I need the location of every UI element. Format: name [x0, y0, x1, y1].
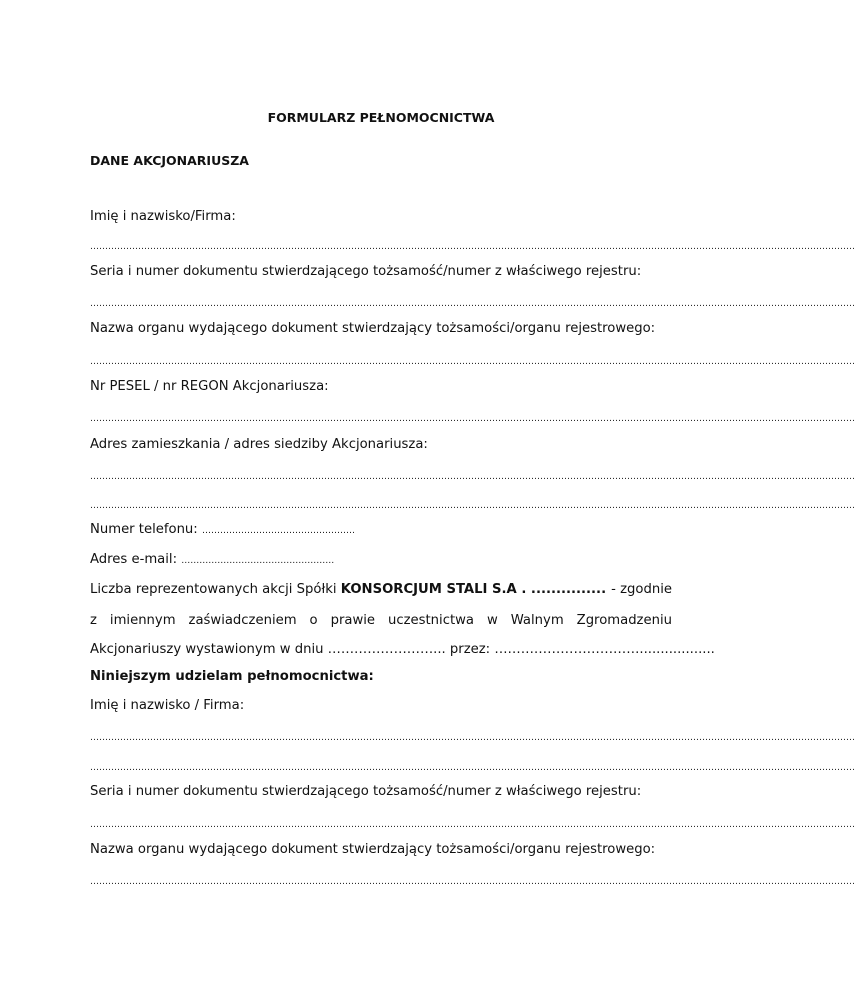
certificate-word: Walnym [510, 613, 564, 628]
field-label-pesel: Nr PESEL / nr REGON Akcjonariusza: [90, 379, 329, 394]
certificate-word: z [90, 613, 97, 628]
certificate-word: Zgromadzeniu [576, 613, 672, 628]
shares-text-start: Liczba reprezentowanych akcji Spółki KONSORCJUM STALI S.A . ............... [90, 582, 607, 597]
field-label-address: Adres zamieszkania / adres siedziby Akcjonariusza: [90, 437, 428, 452]
email-fill-line[interactable]: …………………………………………… [181, 556, 335, 566]
certificate-word: imiennym [109, 613, 176, 628]
fill-line-name[interactable]: ………………………………………………………………………………………………………………………………………………………………………………………………………………………………… [90, 242, 855, 252]
fill-line-address-1[interactable]: ………………………………………………………………………………………………………………………………………………………………………………………………………………………………… [90, 472, 855, 482]
certificate-row [90, 612, 672, 630]
phone-fill-line[interactable]: …………………………………………… [201, 526, 355, 536]
shares-row [90, 581, 672, 599]
proxy-fill-line-id-document[interactable]: ………………………………………………………………………………………………………………………………………………………………………………………………………………………………… [90, 820, 855, 830]
certificate-word: o [309, 613, 318, 628]
certificate-word: zaświadczeniem [188, 613, 297, 628]
company-name: KONSORCJUM STALI S.A . ............... [340, 582, 607, 597]
fill-line-issuer[interactable]: ………………………………………………………………………………………………………………………………………………………………………………………………………………………………… [90, 357, 855, 367]
certificate-word: w [486, 613, 498, 628]
proxy-field-label-id-document: Seria i numer dokumentu stwierdzającego tożsamość/numer z właściwego rejestru: [90, 784, 642, 799]
fill-line-pesel[interactable]: ………………………………………………………………………………………………………………………………………………………………………………………………………………………………… [90, 414, 855, 424]
proxy-fill-line-issuer[interactable]: ………………………………………………………………………………………………………………………………………………………………………………………………………………………………… [90, 877, 855, 887]
field-label-issuer: Nazwa organu wydającego dokument stwierdzający tożsamości/organu rejestrowego: [90, 321, 656, 336]
proxy-field-label-issuer: Nazwa organu wydającego dokument stwierdzający tożsamości/organu rejestrowego: [90, 842, 656, 857]
shares-text-end: - zgodnie [611, 582, 672, 597]
form-title: FORMULARZ PEŁNOMOCNICTWA [267, 110, 495, 125]
proxy-field-label-name: Imię i nazwisko / Firma: [90, 698, 245, 713]
phone-label: Numer telefonu: [90, 522, 198, 537]
proxy-fill-line-name-2[interactable]: ………………………………………………………………………………………………………………………………………………………………………………………………………………………………… [90, 763, 855, 773]
certificate-word: uczestnictwa [388, 613, 474, 628]
field-label-id-document: Seria i numer dokumentu stwierdzającego tożsamość/numer z właściwego rejestru: [90, 264, 642, 279]
section-heading-proxy: Niniejszym udzielam pełnomocnictwa: [90, 669, 374, 684]
issued-row: Akcjonariuszy wystawionym w dniu ……………………... przez: …………………………….................. [90, 642, 715, 657]
certificate-word: prawie [330, 613, 376, 628]
field-label-name: Imię i nazwisko/Firma: [90, 209, 236, 224]
fill-line-address-2[interactable]: ………………………………………………………………………………………………………………………………………………………………………………………………………………………………… [90, 501, 855, 511]
email-row [90, 551, 672, 570]
fill-line-id-document[interactable]: ………………………………………………………………………………………………………………………………………………………………………………………………………………………………… [90, 299, 855, 309]
proxy-fill-line-name-1[interactable]: ………………………………………………………………………………………………………………………………………………………………………………………………………………………………… [90, 733, 855, 743]
phone-row [90, 521, 672, 540]
email-label: Adres e-mail: [90, 552, 178, 567]
section-heading-shareholder: DANE AKCJONARIUSZA [90, 153, 249, 168]
